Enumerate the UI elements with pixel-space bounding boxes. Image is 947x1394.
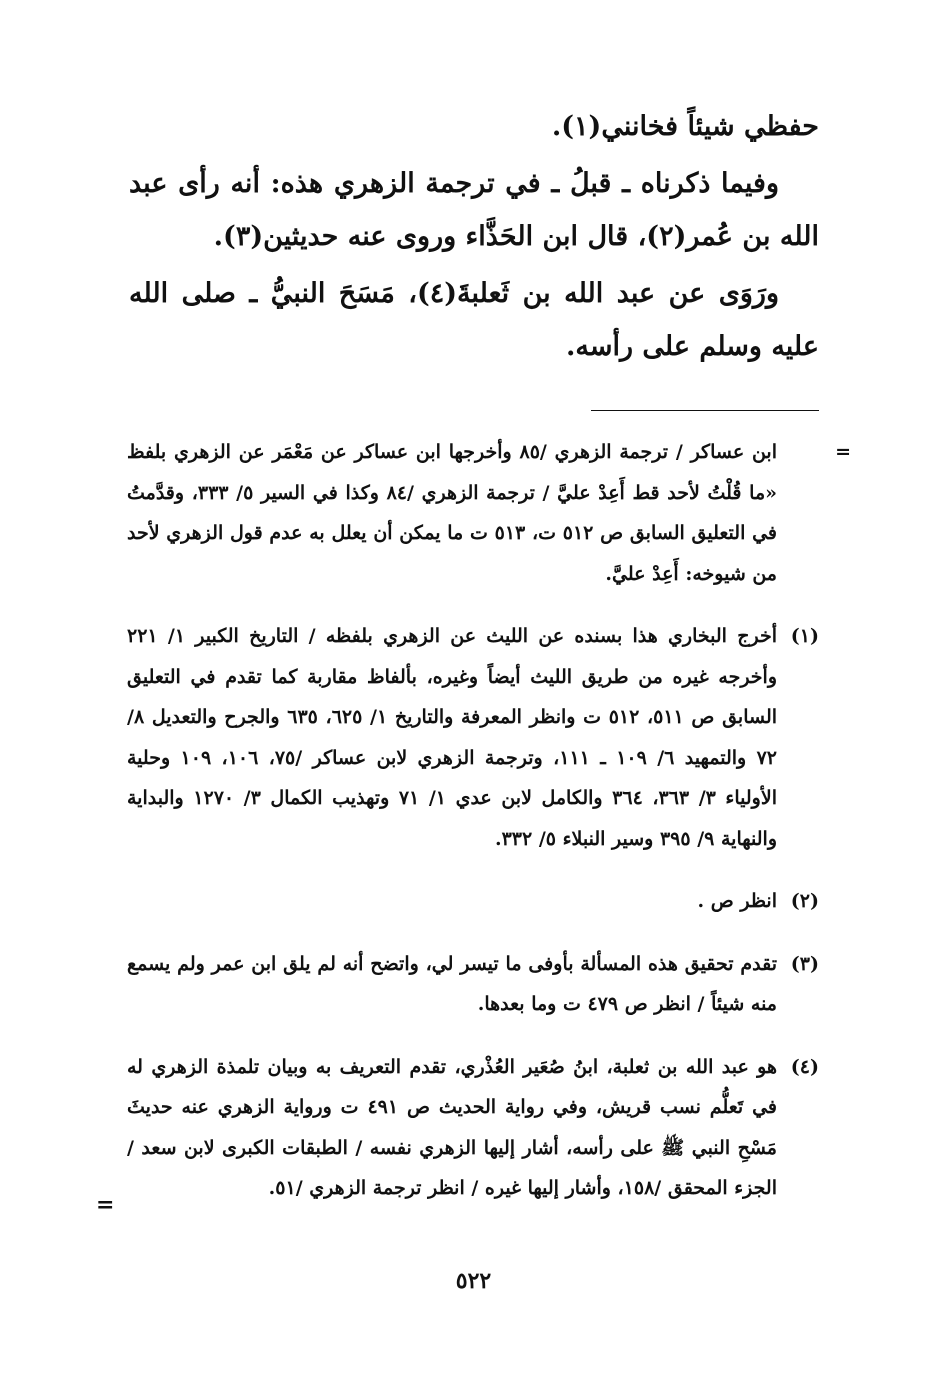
footnote-continuation-text: ابن عساكر / ترجمة الزهري /٨٥ وأخرجها ابن عساكر عن مَعْمَر عن الزهري بلفظ «ما قُلْتُ لأحد قط أَعِدْ عليَّ / ترجمة الزهري /٨٤ وكذا في السير ٥/ ٣٣٣، وقدَّمتُ في التعليق السابق ص ٥١٢ ت، ٥١٣ ت ما يمكن أن يعلل به عدم قول الزهري لأحد من شيوخه: أَعِدْ عليَّ. bbox=[127, 441, 778, 585]
page-number: ٥٢٢ bbox=[455, 1268, 492, 1294]
main-paragraph-3: ورَوَى عن عبد الله بن ثَعلبةَ(٤)، مَسَحَ النبيُّ ـ صلى الله عليه وسلم على رأسه. bbox=[129, 278, 819, 362]
footnote-divider bbox=[591, 410, 819, 411]
footnote-text: هو عبد الله بن ثعلبة، ابنُ صُعَير العُذْري، تقدم التعريف به وبيان تلمذة الزهري له في تَعلُّم نسب قريش، وفي رواية الحديث ص ٤٩١ ت ورواية الزهري عنه حديثَ مَسْحِ النبي ﷺ على رأسه، أشار إليها الزهري نفسه / الطبقات الكبرى لابن سعد / الجزء المحقق /١٥٨، وأشار إليها غيره / انظر ترجمة الزهري /٥١. bbox=[127, 1055, 778, 1199]
footnote-number: (٢) bbox=[790, 890, 819, 912]
footnote-text: انظر ص . bbox=[697, 890, 777, 912]
footnote-number: (٤) bbox=[790, 1055, 819, 1078]
footnote-4 bbox=[127, 1047, 819, 1209]
main-paragraph-1: حفظي شيئاً فخانني(١). bbox=[551, 111, 819, 142]
footnote-continuation bbox=[127, 432, 851, 594]
main-paragraph-2: وفيما ذكرناه ـ قبلُ ـ في ترجمة الزهري هذه: أنه رأى عبد الله بن عُمر(٢)، قال ابن الحَذَّاء وروى عنه حديثين(٣). bbox=[129, 168, 819, 252]
footnote-text: تقدم تحقيق هذه المسألة بأوفى ما تيسر لي، واتضح أنه لم يلق ابن عمر ولم يسمع منه شيئاً / انظر ص ٤٧٩ ت وما بعدها. bbox=[127, 952, 777, 1015]
footnote-2 bbox=[127, 881, 819, 922]
footnote-1 bbox=[127, 616, 819, 859]
footnote-3 bbox=[127, 944, 819, 1025]
footnote-number: (٣) bbox=[790, 952, 819, 975]
footnotes-section bbox=[127, 432, 851, 1231]
main-text-block bbox=[129, 100, 819, 377]
continuation-marker: = bbox=[835, 441, 851, 463]
footnote-text: أخرج البخاري هذا بسنده عن الليث عن الزهري بلفظه / التاريخ الكبير ١/ ٢٢١ وأخرجه غيره من طريق الليث أيضاً وغيره، بألفاظ مقاربة كما تقدم في التعليق السابق ص ٥١١، ٥١٢ ت وانظر المعرفة والتاريخ ١/ ٦٢٥، ٦٣٥ والجرح والتعديل ٨/ ٧٢ والتمهيد ٦/ ١٠٩ ـ ١١١، وترجمة الزهري لابن عساكر /٧٥، ١٠٦، ١٠٩ وحلية الأولياء ٣/ ٣٦٣، ٣٦٤ والكامل لابن عدي ١/ ٧١ وتهذيب الكمال ٣/ ١٢٧٠ والبداية والنهاية ٩/ ٣٩٥ وسير النبلاء ٥/ ٣٣٢. bbox=[127, 625, 778, 850]
footnote-end-marker: = bbox=[96, 1192, 115, 1218]
footnote-number: (١) bbox=[790, 625, 819, 647]
